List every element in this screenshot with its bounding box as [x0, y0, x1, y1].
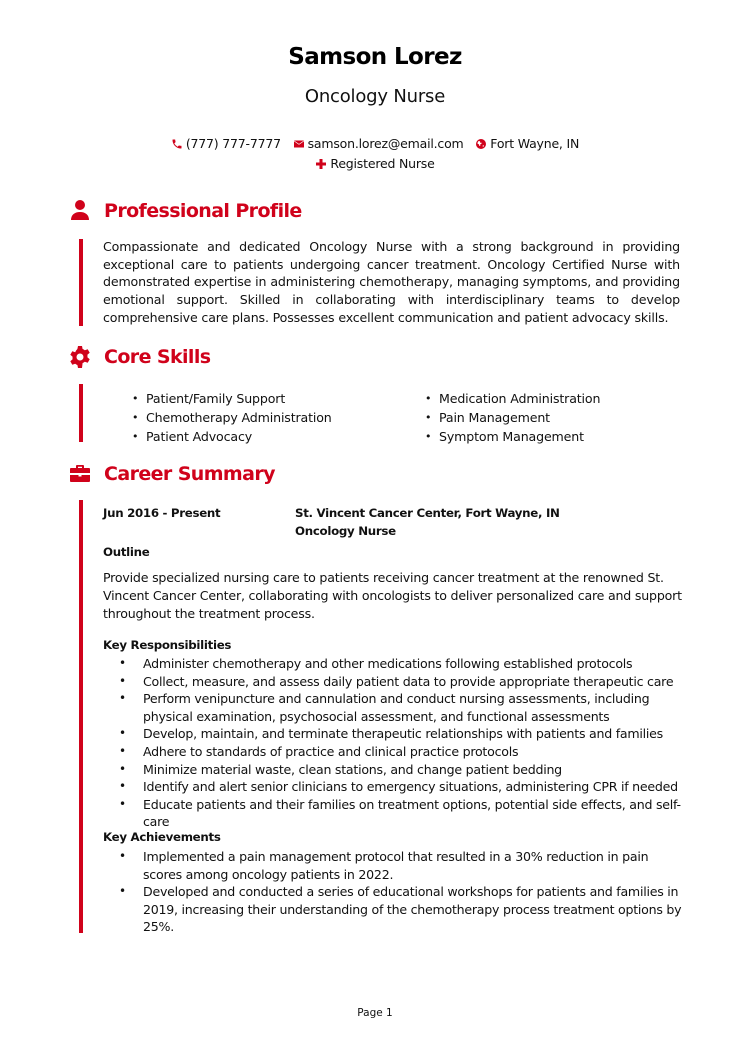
- skills-list-right: [425, 389, 600, 446]
- phone-icon: [171, 138, 183, 150]
- job-dates: Jun 2016 - Present: [103, 506, 221, 520]
- location-text: Fort Wayne, IN: [490, 136, 580, 151]
- job-title: Oncology Nurse: [304, 86, 446, 107]
- skills-list-left: [132, 389, 332, 446]
- briefcase-icon: [68, 462, 92, 486]
- list-item: • Develop, maintain, and terminate therapeutic relationships with patients and families: [119, 725, 689, 743]
- phone-text: (777) 777-7777: [185, 136, 281, 151]
- responsibilities-list: [119, 655, 689, 831]
- career-heading: Career Summary: [104, 463, 275, 485]
- globe-icon: [475, 138, 487, 150]
- contact-location: [475, 136, 579, 151]
- email-text[interactable]: samson.lorez@email.com: [307, 136, 464, 151]
- contact-email[interactable]: [293, 136, 464, 151]
- job-role: Oncology Nurse: [295, 524, 396, 538]
- medical-cross-icon: [315, 158, 327, 170]
- list-item: • Perform venipuncture and cannulation and conduct nursing assessments, including physical examination, psychosocial assessment, and functional assessments: [119, 690, 689, 725]
- skill-item: • Patient/Family Support: [132, 389, 332, 408]
- gear-icon: [68, 345, 92, 369]
- candidate-name: Samson Lorez: [288, 44, 462, 70]
- envelope-icon: [293, 138, 305, 150]
- skills-heading: Core Skills: [104, 346, 211, 368]
- skills-accent-bar: [79, 384, 83, 442]
- job-company: St. Vincent Cancer Center, Fort Wayne, IN: [295, 506, 560, 520]
- skill-item: • Symptom Management: [425, 427, 600, 446]
- credential-row: [0, 156, 750, 173]
- profile-accent-bar: [79, 239, 83, 326]
- contact-phone: [171, 136, 281, 151]
- contact-row: [0, 136, 750, 153]
- page-number: Page 1: [357, 1007, 393, 1019]
- profile-summary: Compassionate and dedicated Oncology Nurse with a strong background in providing exceptional care to patients undergoing cancer treatment. Oncology Certified Nurse with demonstrated expertise in administering chemotherapy, managing symptoms, and providing emotional support. Skilled in collaborating with interdisciplinary teams to develop comprehensive care plans. Possesses excellent communication and patient advocacy skills.: [103, 239, 680, 325]
- list-item: • Identify and alert senior clinicians to emergency situations, administering CPR if needed: [119, 778, 689, 796]
- list-item: • Implemented a pain management protocol that resulted in a 30% reduction in pain scores among oncology patients in 2022.: [119, 848, 689, 883]
- outline-heading: Outline: [103, 545, 150, 559]
- job-outline: Provide specialized nursing care to patients receiving cancer treatment at the renowned St. Vincent Cancer Center, collaborating with oncologists to deliver personalized care and support throughout the treatment process.: [103, 570, 682, 621]
- skill-item: • Chemotherapy Administration: [132, 408, 332, 427]
- responsibilities-heading: Key Responsibilities: [103, 638, 232, 652]
- list-item: • Developed and conducted a series of educational workshops for patients and families in 2019, increasing their understanding of the chemotherapy process treatment options by 25%.: [119, 883, 689, 936]
- user-icon: [68, 198, 92, 222]
- list-item: • Educate patients and their families on treatment options, potential side effects, and self-care: [119, 796, 689, 831]
- list-item: • Minimize material waste, clean stations, and change patient bedding: [119, 761, 689, 779]
- achievements-heading: Key Achievements: [103, 830, 221, 844]
- profile-heading: Professional Profile: [104, 200, 302, 222]
- skill-item: • Medication Administration: [425, 389, 600, 408]
- list-item: • Administer chemotherapy and other medications following established protocols: [119, 655, 689, 673]
- credential-text: Registered Nurse: [330, 156, 435, 171]
- contact-credential: [315, 156, 434, 171]
- list-item: • Adhere to standards of practice and clinical practice protocols: [119, 743, 689, 761]
- career-accent-bar: [79, 500, 83, 933]
- achievements-list: [119, 848, 689, 936]
- skill-item: • Patient Advocacy: [132, 427, 332, 446]
- list-item: • Collect, measure, and assess daily patient data to provide appropriate therapeutic care: [119, 673, 689, 691]
- skill-item: • Pain Management: [425, 408, 600, 427]
